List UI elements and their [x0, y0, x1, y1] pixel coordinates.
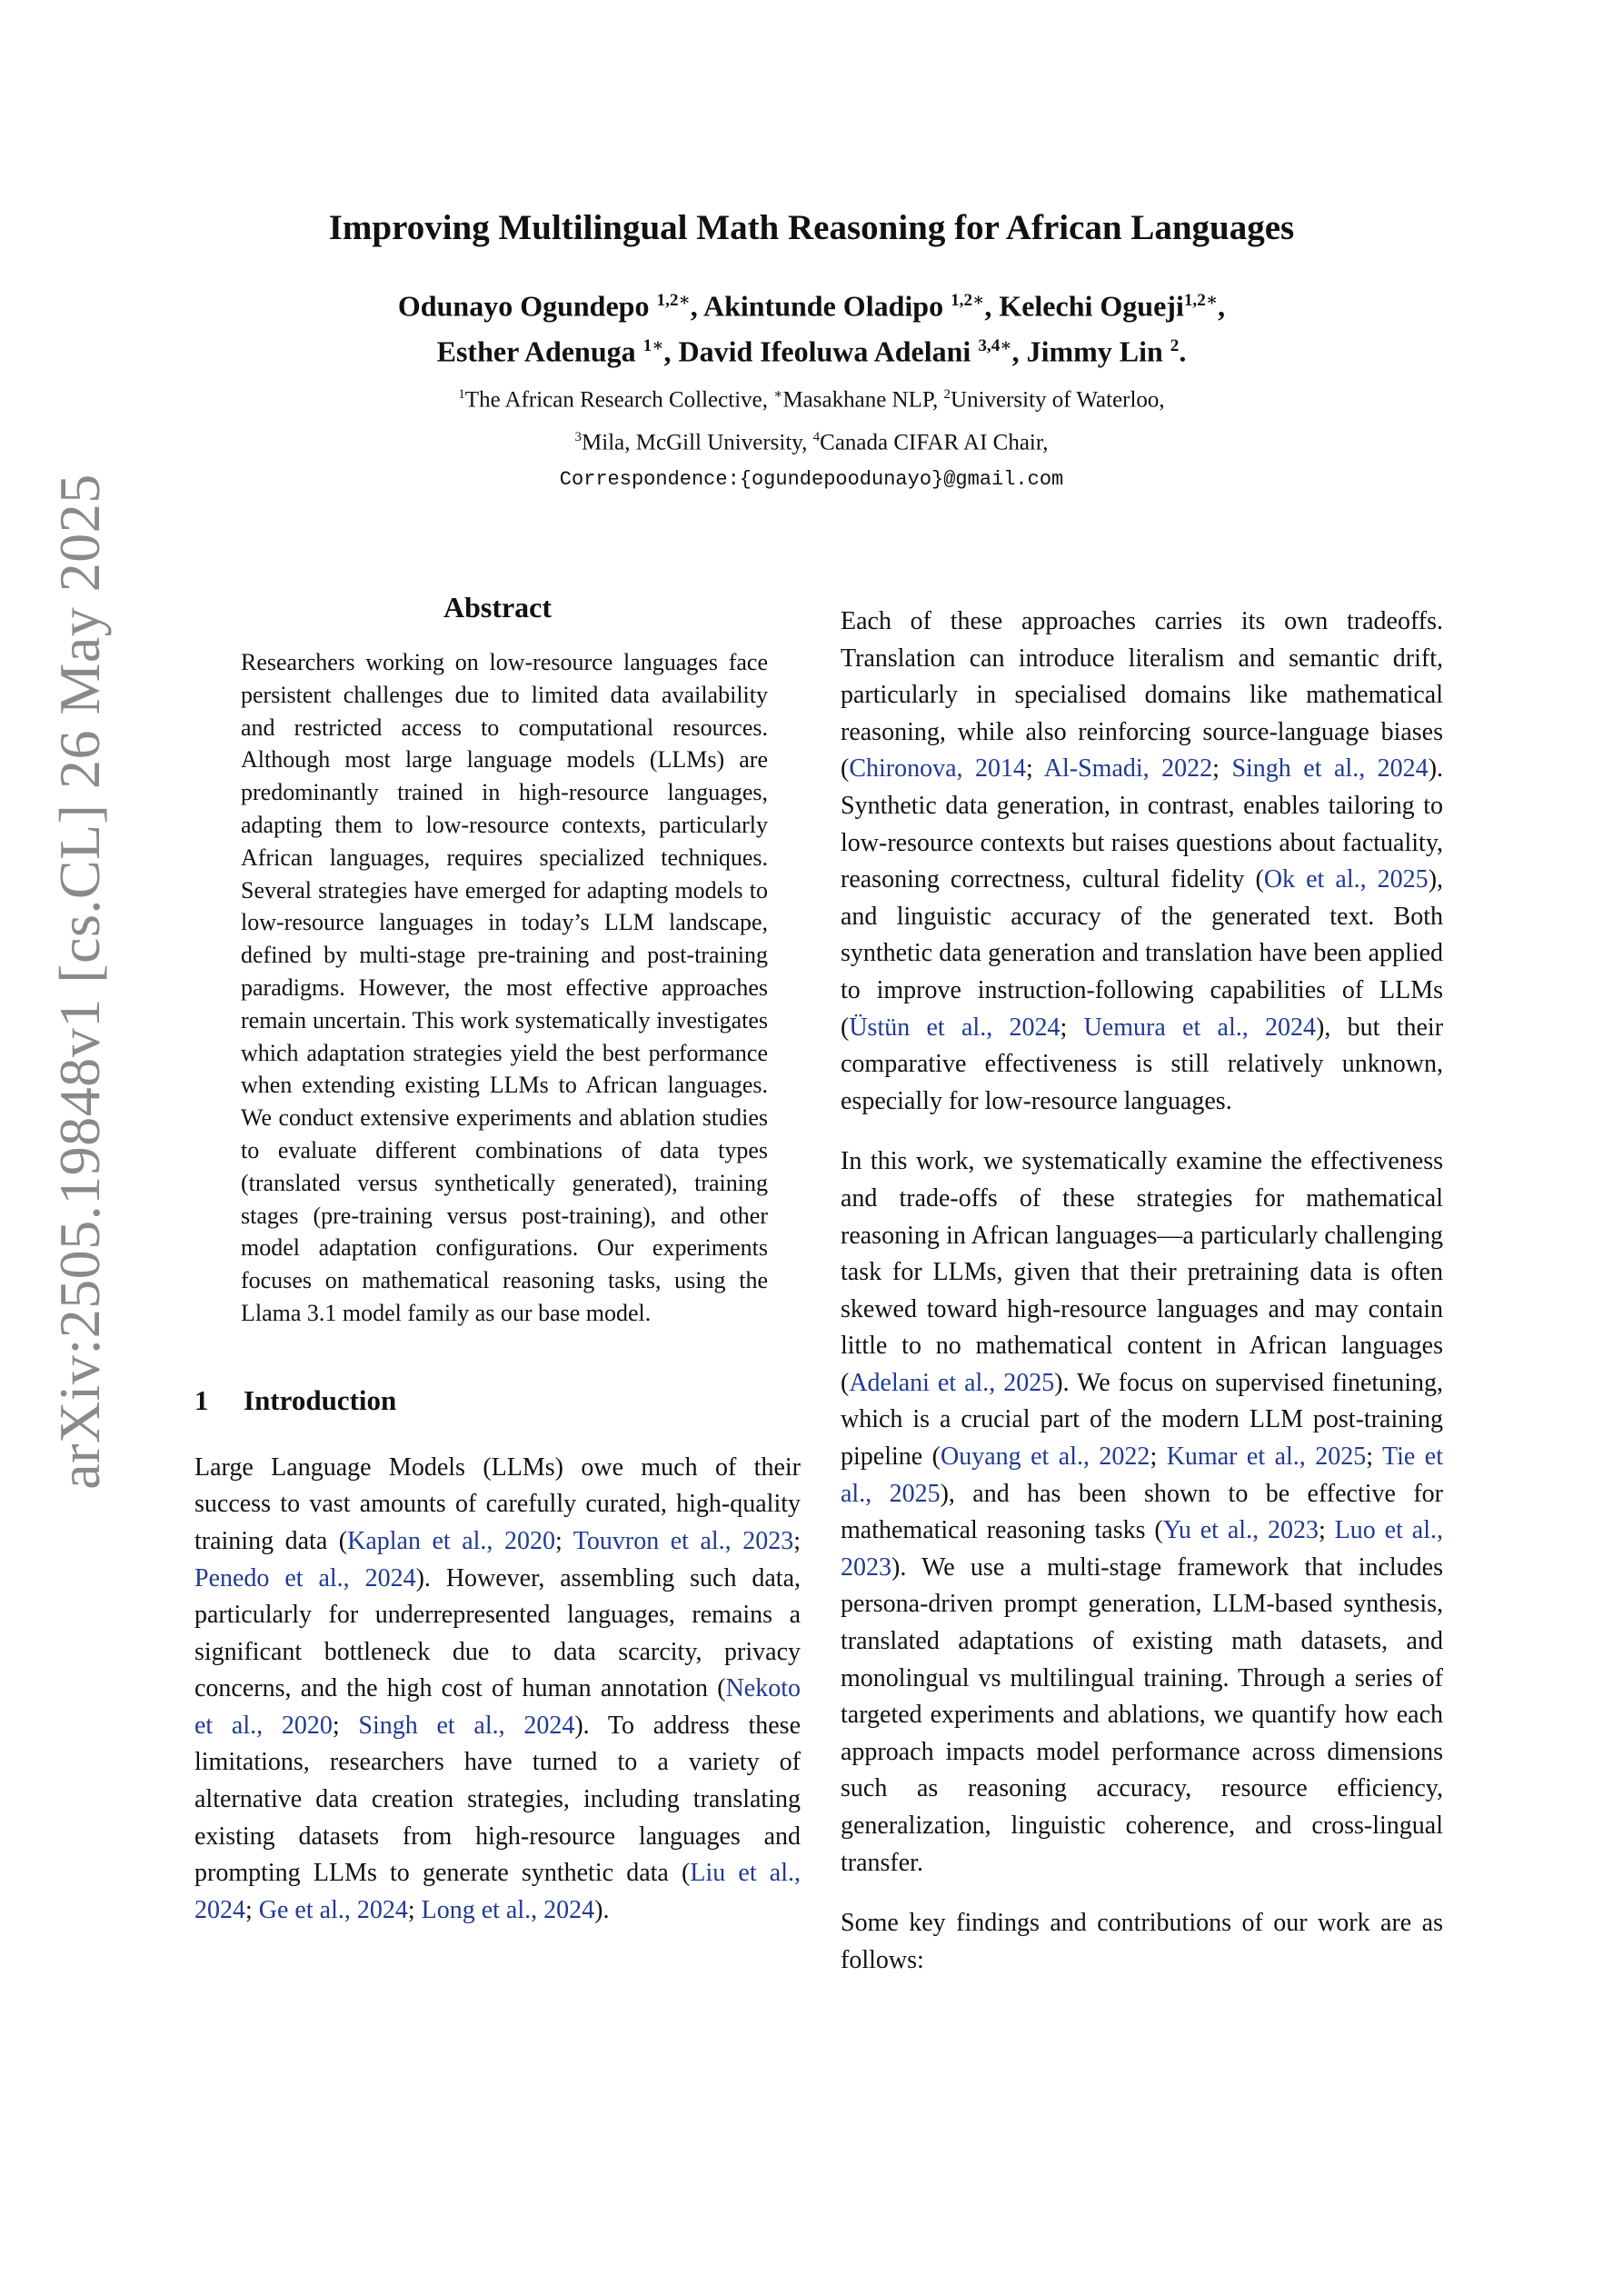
- citation-link[interactable]: Ouyang et al., 2022: [940, 1442, 1150, 1472]
- affiliation-name: The African Research Collective,: [464, 387, 774, 413]
- affiliation-mark: 3: [574, 429, 582, 444]
- author-name: Esther Adenuga: [436, 334, 643, 368]
- citation-link[interactable]: Yu et al., 2023: [1162, 1516, 1319, 1545]
- citation-link[interactable]: Chironova, 2014: [849, 754, 1027, 784]
- citation-link[interactable]: Üstün et al., 2024: [849, 1013, 1060, 1042]
- citation-link[interactable]: Ge et al., 2024: [258, 1895, 408, 1924]
- intro-paragraph-1: [194, 1450, 801, 1930]
- citation-link[interactable]: Adelani et al., 2025: [849, 1368, 1055, 1397]
- body-text: ), and has been shown to be effective for mathematical reasoning tasks (: [841, 1479, 1443, 1545]
- citation-link[interactable]: Long et al., 2024: [421, 1895, 595, 1924]
- arxiv-identifier-stamp: arXiv:2505.19848v1 [cs.CL] 26 May 2025: [47, 474, 112, 1490]
- author-separator: ,: [984, 289, 1000, 323]
- affiliation-mark: 1: [458, 387, 465, 403]
- author-affiliation-mark: 2: [1170, 335, 1180, 355]
- citation-link[interactable]: Luo et al., 2023: [841, 1516, 1443, 1582]
- citation-link[interactable]: Kumar et al., 2025: [1166, 1442, 1367, 1472]
- author-name: Jimmy Lin: [1026, 334, 1170, 368]
- body-text: ;: [793, 1526, 801, 1555]
- author-name: David Ifeoluwa Adelani: [678, 334, 979, 368]
- body-paragraph-this-work: [841, 1143, 1443, 1882]
- left-column: [194, 591, 801, 1929]
- affiliation-name: Mila, McGill University,: [582, 429, 813, 454]
- citation-link[interactable]: Al-Smadi, 2022: [1043, 754, 1213, 784]
- abstract-heading: Abstract: [443, 591, 553, 624]
- body-text: ), and linguistic accuracy of the generated text. Both synthetic data generation and translation have been applied to improve instruction-following capabilities of LLMs (: [841, 865, 1444, 1042]
- affiliation-name: University of Waterloo,: [951, 387, 1165, 413]
- body-text: ;: [1150, 1442, 1167, 1472]
- author-separator: ,: [690, 289, 703, 323]
- authors-line-2: [0, 326, 1623, 372]
- author-name: Akintunde Oladipo: [702, 289, 951, 323]
- author-separator: ,: [1218, 289, 1226, 323]
- body-text: ).: [594, 1895, 610, 1924]
- author-separator: ,: [663, 334, 679, 368]
- right-column: [841, 604, 1443, 1979]
- abstract-text: Researchers working on low-resource languages face persistent challenges due to limited data availability and restricted access to computational resources. Although most large language models (LLMs) are predominantly trained in high-resource languages, adapting them to low-resource contexts, particularly African languages, requires specialized techniques. Several strategies have emerged for adapting models to low-resource languages in today’s LLM landscape, defined by multi-stage pre-training and post-training paradigms. However, the most effective approaches remain uncertain. This work systematically investigates which adaptation strategies yield the best performance when extending existing LLMs to African languages. We conduct extensive experiments and ablation studies to evaluate different combinations of data types (translated versus synthetically generated), training stages (pre-training versus post-training), and other model adaptation configurations. Our experiments focuses on mathematical reasoning tasks, using the Llama 3.1 model family as our base model.: [241, 649, 768, 1326]
- body-text: In this work, we systematically examine the effectiveness and trade-offs of these strategies for mathematical reasoning in African languages—a particularly challenging task for LLMs, given that their pretraining data is often skewed toward high-resource languages and may contain little to no mathematical content in African languages (: [841, 1147, 1443, 1397]
- author-affiliation-mark: 1,2∗: [951, 291, 985, 310]
- body-text: ;: [1026, 754, 1044, 784]
- citation-link[interactable]: Ok et al., 2025: [1263, 865, 1429, 894]
- body-text: ), but their comparative effectiveness is still relatively unknown, especially for low-resource languages.: [841, 1013, 1444, 1115]
- citation-link[interactable]: Nekoto et al., 2020: [194, 1674, 801, 1740]
- author-separator: .: [1179, 334, 1187, 368]
- paper-title: Improving Multilingual Math Reasoning for African Languages: [328, 208, 1295, 247]
- body-text: ). We focus on supervised finetuning, which is a crucial part of the modern LLM post-training pipeline (: [841, 1368, 1443, 1472]
- citation-link[interactable]: Kaplan et al., 2020: [347, 1526, 555, 1555]
- body-text: ;: [554, 1526, 573, 1555]
- author-affiliation-mark: 1,2∗: [656, 291, 691, 310]
- body-text: Large Language Models (LLMs) owe much of their success to vast amounts of carefully curated, high-quality training data (: [194, 1452, 801, 1555]
- citation-link[interactable]: Tie et al., 2025: [841, 1442, 1443, 1508]
- affiliation-mark: 2: [943, 387, 951, 403]
- body-text: ). Synthetic data generation, in contrast, enables tailoring to low-resource contexts but raises questions about factuality, reasoning correctness, cultural fidelity (: [841, 754, 1444, 894]
- body-paragraph-tradeoffs: [841, 604, 1443, 1120]
- body-text: ;: [1366, 1442, 1382, 1472]
- citation-link[interactable]: Uemura et al., 2024: [1083, 1013, 1317, 1042]
- body-text: ;: [332, 1711, 359, 1740]
- affiliations-line-2: [0, 419, 1623, 461]
- affiliation-name: Masakhane NLP,: [782, 387, 944, 413]
- body-text: ;: [245, 1895, 259, 1924]
- affiliations-line-1: [0, 376, 1623, 418]
- citation-link[interactable]: Singh et al., 2024: [1231, 754, 1429, 784]
- author-name: Odunayo Ogundepo: [397, 289, 657, 323]
- body-text: ;: [1212, 754, 1232, 784]
- author-affiliation-mark: 1,2∗: [1183, 291, 1219, 310]
- title-block: [0, 207, 1623, 499]
- author-separator: ,: [1011, 334, 1027, 368]
- body-text: ). To address these limitations, researchers have turned to a variety of alternative data creation strategies, including translating existing datasets from high-resource languages and prompting LLMs to generate synthetic data (: [194, 1711, 801, 1888]
- affiliation-mark: 4: [812, 429, 821, 444]
- body-text: ;: [1318, 1516, 1335, 1545]
- section-heading-introduction: [194, 1384, 801, 1417]
- affiliation-name: Canada CIFAR AI Chair,: [820, 429, 1049, 454]
- body-text: Each of these approaches carries its own tradeoffs. Translation can introduce literalism and semantic drift, particularly in specialised domains like mathematical reasoning, while also reinforcing source-language biases (: [841, 607, 1443, 784]
- body-text: ). However, assembling such data, particularly for underrepresented languages, remains a significant bottleneck due to data scarcity, privacy concerns, and the high cost of human annotation (: [194, 1563, 801, 1703]
- body-paragraph-findings: Some key findings and contributions of our work are as follows:: [841, 1909, 1443, 1974]
- author-affiliation-mark: 1∗: [642, 335, 664, 355]
- citation-link[interactable]: Touvron et al., 2023: [573, 1526, 794, 1555]
- author-affiliation-mark: 3,4∗: [978, 335, 1012, 355]
- body-text: ;: [407, 1895, 422, 1924]
- section-number: 1: [194, 1383, 209, 1416]
- correspondence-email[interactable]: Correspondence:{ogundepoodunayo}@gmail.com: [559, 467, 1064, 491]
- authors-line-1: [0, 281, 1623, 326]
- section-title: Introduction: [244, 1383, 397, 1416]
- citation-link[interactable]: Penedo et al., 2024: [194, 1563, 416, 1592]
- body-text: ;: [1060, 1013, 1084, 1042]
- affiliation-mark: ∗: [773, 387, 783, 403]
- citation-link[interactable]: Liu et al., 2024: [194, 1859, 802, 1924]
- body-text: ). We use a multi-stage framework that includes persona-driven prompt generation, LLM-based synthesis, translated adaptations of existing math datasets, and monolingual vs multilingual training. Through a series of targeted experiments and ablations, we quantify how each approach impacts model performance across dimensions such as reasoning accuracy, resource efficiency, generalization, linguistic coherence, and cross-lingual transfer.: [841, 1552, 1443, 1877]
- author-name: Kelechi Ogueji: [999, 289, 1184, 323]
- citation-link[interactable]: Singh et al., 2024: [358, 1711, 575, 1740]
